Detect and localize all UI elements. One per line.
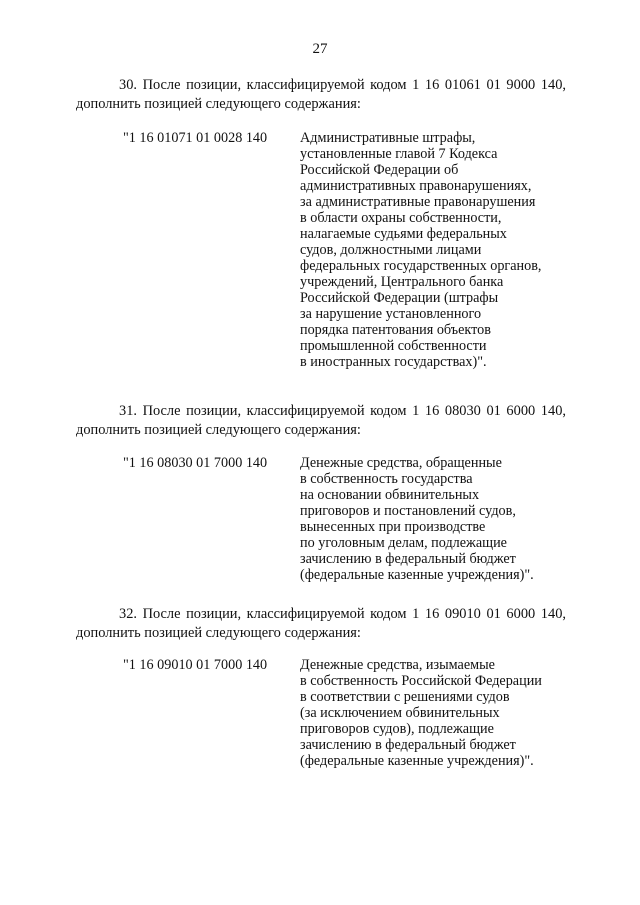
section-intro — [76, 605, 566, 643]
description-line: приговоров судов), подлежащие — [300, 721, 494, 737]
classification-code: "1 16 01071 01 0028 140 — [123, 130, 268, 146]
intro-line: 30. После позиции, классифицируемой кодом 1 16 01061 01 9000 140, — [119, 77, 566, 93]
description-line: вынесенных при производстве — [300, 519, 486, 535]
description-line: (федеральные казенные учреждения)". — [300, 753, 534, 769]
description-line: установленные главой 7 Кодекса — [300, 146, 498, 162]
description-line: федеральных государственных органов, — [300, 258, 542, 274]
code-description — [300, 657, 570, 769]
description-line: административных правонарушениях, — [300, 178, 532, 194]
description-line: (федеральные казенные учреждения)". — [300, 567, 534, 583]
section-intro — [76, 402, 566, 440]
description-line: в собственность государства — [300, 471, 473, 487]
description-line: в собственность Российской Федерации — [300, 673, 542, 689]
intro-line: 32. После позиции, классифицируемой кодом 1 16 09010 01 6000 140, — [119, 606, 566, 622]
description-line: за нарушение установленного — [300, 306, 482, 322]
description-line: в области охраны собственности, — [300, 210, 502, 226]
description-line: на основании обвинительных — [300, 487, 480, 503]
description-line: (за исключением обвинительных — [300, 705, 500, 721]
description-line: зачислению в федеральный бюджет — [300, 737, 516, 753]
description-line: Административные штрафы, — [300, 130, 476, 146]
classification-code: "1 16 08030 01 7000 140 — [123, 455, 268, 471]
description-line: порядка патентования объектов — [300, 322, 491, 338]
description-line: за административные правонарушения — [300, 194, 536, 210]
page-number: 27 — [312, 41, 328, 57]
intro-line: дополнить позицией следующего содержания: — [76, 96, 361, 112]
description-line: Российской Федерации (штрафы — [300, 290, 499, 306]
description-line: Денежные средства, обращенные — [300, 455, 502, 471]
classification-code: "1 16 09010 01 7000 140 — [123, 657, 268, 673]
description-line: налагаемые судьями федеральных — [300, 226, 507, 242]
description-line: Денежные средства, изымаемые — [300, 657, 495, 673]
intro-line: дополнить позицией следующего содержания: — [76, 422, 361, 438]
description-line: в иностранных государствах)". — [300, 354, 487, 370]
description-line: по уголовным делам, подлежащие — [300, 535, 507, 551]
description-line: в соответствии с решениями судов — [300, 689, 510, 705]
description-line: зачислению в федеральный бюджет — [300, 551, 516, 567]
code-description — [300, 130, 570, 370]
description-line: промышленной собственности — [300, 338, 487, 354]
code-description — [300, 455, 570, 583]
section-intro — [76, 76, 566, 114]
intro-line: 31. После позиции, классифицируемой кодом 1 16 08030 01 6000 140, — [119, 403, 566, 419]
intro-line: дополнить позицией следующего содержания: — [76, 625, 361, 641]
description-line: приговоров и постановлений судов, — [300, 503, 516, 519]
description-line: судов, должностными лицами — [300, 242, 482, 258]
description-line: учреждений, Центрального банка — [300, 274, 504, 290]
description-line: Российской Федерации об — [300, 162, 459, 178]
